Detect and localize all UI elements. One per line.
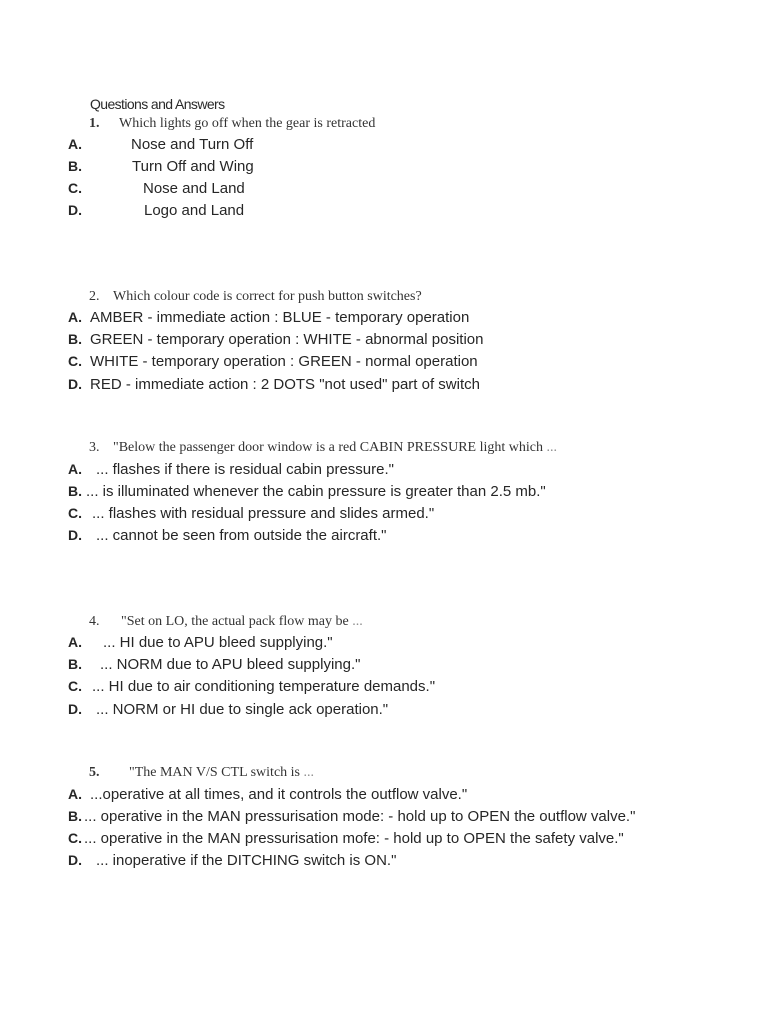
option-text: Nose and Land bbox=[143, 180, 245, 197]
question-number: 5. bbox=[89, 765, 100, 780]
option-text: Logo and Land bbox=[144, 202, 245, 219]
question-text-trail: ... bbox=[352, 614, 363, 629]
option-letter: B. bbox=[68, 483, 82, 499]
option-text: Nose and Turn Off bbox=[131, 136, 254, 153]
option-letter: D. bbox=[68, 527, 82, 543]
question-number: 2. bbox=[89, 289, 100, 304]
question-2-prompt bbox=[89, 289, 422, 305]
option-text: ... NORM due to APU bleed supplying." bbox=[100, 656, 361, 673]
option-letter: C. bbox=[68, 678, 82, 694]
question-text: "The MAN V/S CTL switch is bbox=[129, 765, 300, 780]
question-text: Which lights go off when the gear is retracted bbox=[119, 116, 376, 131]
option-letter: B. bbox=[68, 158, 82, 174]
option-text: ... operative in the MAN pressurisation mode: - hold up to OPEN the outflow valve." bbox=[84, 808, 636, 825]
option-letter: A. bbox=[68, 786, 82, 802]
question-5-prompt bbox=[89, 765, 314, 781]
option-letter: C. bbox=[68, 505, 82, 521]
option-text: ... HI due to air conditioning temperature demands." bbox=[92, 678, 436, 695]
option-text: Turn Off and Wing bbox=[132, 158, 254, 175]
option-text: ... operative in the MAN pressurisation mofe: - hold up to OPEN the safety valve." bbox=[84, 830, 624, 847]
option-letter: B. bbox=[68, 656, 82, 672]
option-letter: C. bbox=[68, 180, 82, 196]
option-letter: C. bbox=[68, 353, 82, 369]
option-text: ... flashes if there is residual cabin pressure." bbox=[96, 461, 394, 478]
option-text: RED - immediate action : 2 DOTS "not used" part of switch bbox=[90, 376, 480, 393]
question-4-prompt bbox=[89, 614, 363, 630]
option-text: ... flashes with residual pressure and slides armed." bbox=[92, 505, 435, 522]
option-text: ...operative at all times, and it controls the outflow valve." bbox=[90, 786, 468, 803]
question-text-trail: ... bbox=[546, 440, 557, 455]
option-letter: A. bbox=[68, 136, 82, 152]
option-letter: D. bbox=[68, 852, 82, 868]
option-text: WHITE - temporary operation : GREEN - normal operation bbox=[90, 353, 478, 370]
option-letter: C. bbox=[68, 830, 82, 846]
page-title: Questions and Answers bbox=[90, 96, 225, 112]
option-text: ... HI due to APU bleed supplying." bbox=[103, 634, 333, 651]
option-letter: D. bbox=[68, 701, 82, 717]
option-letter: B. bbox=[68, 331, 82, 347]
option-letter: A. bbox=[68, 634, 82, 650]
option-text: AMBER - immediate action : BLUE - temporary operation bbox=[90, 309, 470, 326]
option-letter: D. bbox=[68, 376, 82, 392]
option-text: GREEN - temporary operation : WHITE - abnormal position bbox=[90, 331, 484, 348]
question-3-prompt bbox=[89, 440, 557, 456]
question-number: 1. bbox=[89, 116, 100, 131]
question-number: 3. bbox=[89, 440, 100, 455]
option-letter: B. bbox=[68, 808, 82, 824]
option-text: ... is illuminated whenever the cabin pressure is greater than 2.5 mb." bbox=[86, 483, 546, 500]
question-text: "Below the passenger door window is a red CABIN PRESSURE light which bbox=[113, 440, 543, 455]
question-text-trail: ... bbox=[303, 765, 314, 780]
option-letter: D. bbox=[68, 202, 82, 218]
option-text: ... inoperative if the DITCHING switch is ON." bbox=[96, 852, 397, 869]
option-text: ... cannot be seen from outside the aircraft." bbox=[96, 527, 387, 544]
question-number: 4. bbox=[89, 614, 100, 629]
question-1-prompt bbox=[89, 116, 375, 132]
question-text: "Set on LO, the actual pack flow may be bbox=[121, 614, 349, 629]
option-letter: A. bbox=[68, 461, 82, 477]
option-letter: A. bbox=[68, 309, 82, 325]
option-text: ... NORM or HI due to single ack operation." bbox=[96, 701, 389, 718]
question-text: Which colour code is correct for push button switches? bbox=[113, 289, 422, 304]
